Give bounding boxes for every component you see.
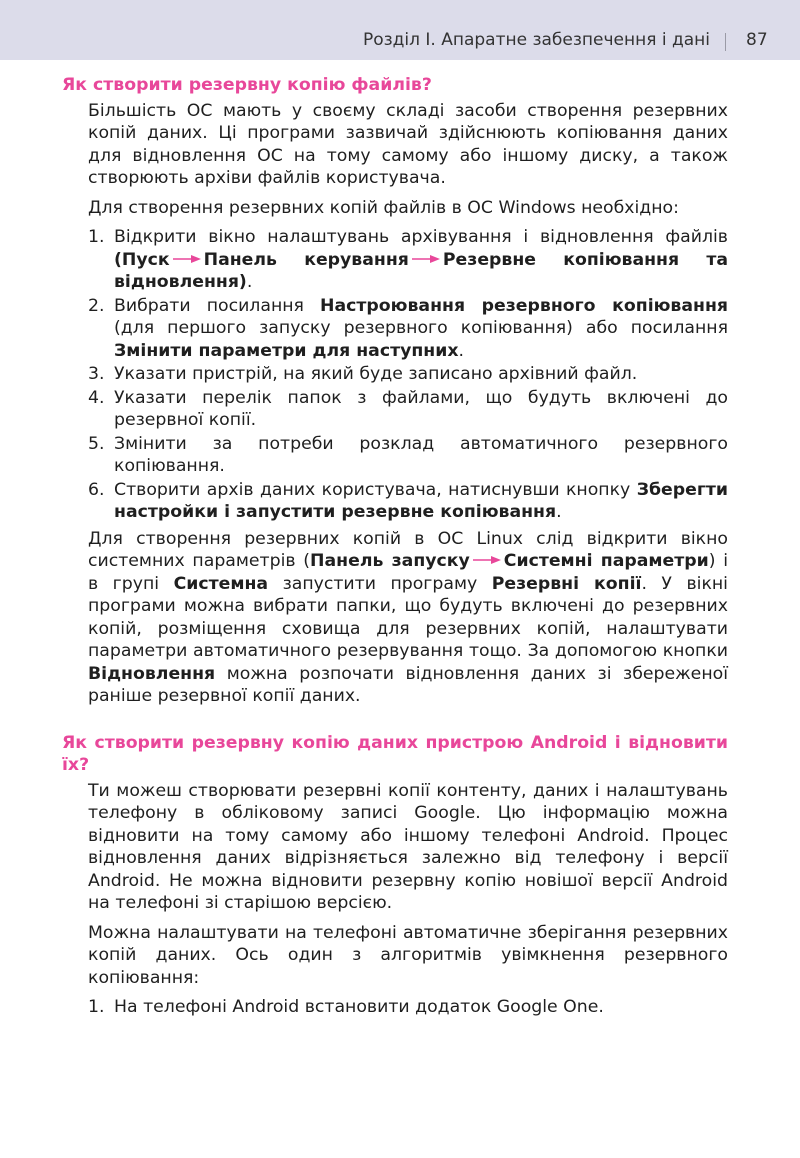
list-item: 3. Указати пристрій, на який буде записано архівний файл.: [88, 364, 638, 384]
list-item: 1. На телефоні Android встановити додаток Google One.: [88, 997, 604, 1017]
item-number: 6.: [88, 479, 105, 500]
arrow-right-icon: [173, 254, 201, 264]
windows-steps-list: [62, 226, 728, 524]
paragraph: Для створення резервних копій файлів в ОС Windows необхідно:: [88, 197, 679, 218]
paragraph: Більшість ОС мають у своєму складі засоби створення резервних копій даних. Ці програми зазвичай здійснюють копіювання даних для відновлення ОС на тому самому або іншому диску, а також створюють архіви файлів користувача.: [88, 100, 728, 188]
heading-backup-files: Як створити резервну копію файлів?: [62, 75, 432, 95]
item-number: 1.: [88, 997, 105, 1017]
paragraph-linux: Для створення резервних копій в ОС Linux слід відкрити вікно системних параметрів (Панель запуску Системні параметри) і в групі Системна запустити програму Резервні копії. У вікні програми можна вибрати папки, що будуть включені до резервних копій, розміщення сховища для резервних копій, налаштувати параметри автоматичного резервування тощо. За допомогою кнопки Відновлення можна розпочати відновлення даних зі збереженої раніше резервної копії даних.: [88, 528, 728, 706]
paragraph: Ти можеш створювати резервні копії контенту, даних і налаштувань телефону в обліковому записі Google. Цю інформацію можна відновити на тому самому або іншому телефоні Android. Процес відновлення даних відрізняється залежно від телефону і версії Android. Не можна відновити резервну копію новішої версії Android на телефоні зі старішою версією.: [88, 780, 728, 913]
arrow-right-icon: [412, 254, 440, 264]
list-item: 2. Вибрати посилання Настроювання резервного копіювання (для першого запуску резервного копіювання) або посилання Змінити параметри для наступних.: [88, 295, 729, 361]
item-number: 1.: [88, 227, 105, 247]
page-content: [62, 74, 728, 1023]
heading-backup-android: Як створити резервну копію даних пристрою Android і відновити їх?: [62, 732, 728, 775]
list-item: 5. Змінити за потреби розклад автоматичного резервного копіювання.: [88, 433, 728, 476]
paragraph: Можна налаштувати на телефоні автоматичне зберігання резервних копій даних. Ось один з алгоритмів увімкнення резервного копіювання:: [88, 922, 728, 988]
item-number: 5.: [88, 433, 105, 454]
item-number: 3.: [88, 364, 105, 384]
page-header: [0, 0, 800, 60]
list-item: 6. Створити архів даних користувача, натиснувши кнопку Зберегти настройки і запустити резервне копіювання.: [88, 479, 728, 522]
arrow-right-icon: [473, 555, 501, 565]
item-number: 4.: [88, 387, 105, 408]
list-item: 1. Відкрити вікно налаштувань архівування і відновлення файлів (Пуск Панель керування Резервне копіювання та відновлення).: [88, 227, 729, 292]
item-number: 2.: [88, 295, 105, 316]
page-number: 87: [746, 30, 768, 50]
list-item: 4. Указати перелік папок з файлами, що будуть включені до резервної копії.: [88, 387, 728, 430]
header-divider: [725, 33, 726, 51]
android-steps-list: [62, 996, 728, 1019]
section-title: Розділ І. Апаратне забезпечення і дані: [362, 30, 710, 50]
